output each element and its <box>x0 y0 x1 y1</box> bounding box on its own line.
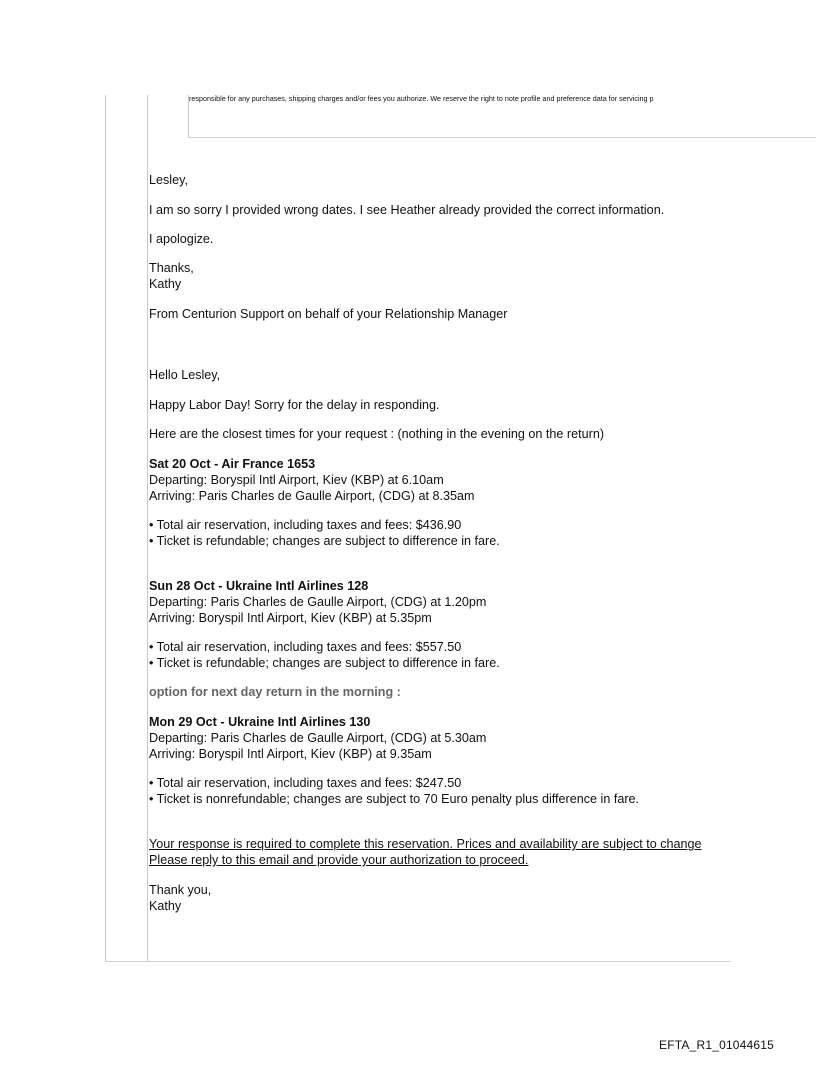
apology-body: I am so sorry I provided wrong dates. I see Heather already provided the correct information. <box>149 203 665 217</box>
flight-policy: • Ticket is refundable; changes are subject to difference in fare. <box>149 656 500 670</box>
next-day-option: option for next day return in the morning : <box>149 685 401 699</box>
greeting-1: Lesley, <box>149 173 188 187</box>
apology-line: I apologize. <box>149 232 214 246</box>
flight-policy: • Ticket is refundable; changes are subject to difference in fare. <box>149 534 500 548</box>
flight-departing: Departing: Boryspil Intl Airport, Kiev (KBP) at 6.10am <box>149 473 444 487</box>
flight-total: • Total air reservation, including taxes and fees: $436.90 <box>149 518 462 532</box>
quote-box-bottom <box>188 137 816 138</box>
outer-quote-border <box>105 95 106 961</box>
request-note: Here are the closest times for your request : (nothing in the evening on the return) <box>149 427 605 441</box>
response-required: Your response is required to complete this reservation. Prices and availability are subject to change <box>149 837 702 851</box>
document-id: EFTA_R1_01044615 <box>659 1038 775 1052</box>
flight-total: • Total air reservation, including taxes and fees: $247.50 <box>149 776 462 790</box>
message-bottom-border <box>105 961 731 962</box>
flight-departing: Departing: Paris Charles de Gaulle Airport, (CDG) at 1.20pm <box>149 595 487 609</box>
flight-title: Sun 28 Oct - Ukraine Intl Airlines 128 <box>149 579 369 593</box>
flight-total: • Total air reservation, including taxes and fees: $557.50 <box>149 640 462 654</box>
flight-arriving: Arriving: Paris Charles de Gaulle Airport, (CDG) at 8.35am <box>149 489 475 503</box>
flight-title: Mon 29 Oct - Ukraine Intl Airlines 130 <box>149 715 371 729</box>
email-body <box>149 172 814 914</box>
flight-arriving: Arriving: Boryspil Intl Airport, Kiev (KBP) at 5.35pm <box>149 611 432 625</box>
flight-title: Sat 20 Oct - Air France 1653 <box>149 457 316 471</box>
signoff-2: Thank you, <box>149 883 212 897</box>
intro-line: Happy Labor Day! Sorry for the delay in responding. <box>149 398 440 412</box>
signoff-1: Thanks, <box>149 261 194 275</box>
signer-2: Kathy <box>149 899 182 913</box>
signer-1: Kathy <box>149 277 182 291</box>
greeting-2: Hello Lesley, <box>149 368 221 382</box>
quoted-disclaimer: responsible for any purchases, shipping charges and/or fees you authorize. We reserve the right to note profile and preference data for servicing p <box>189 94 654 103</box>
flight-arriving: Arriving: Boryspil Intl Airport, Kiev (KBP) at 9.35am <box>149 747 432 761</box>
flight-departing: Departing: Paris Charles de Gaulle Airport, (CDG) at 5.30am <box>149 731 487 745</box>
reply-request: Please reply to this email and provide your authorization to proceed. <box>149 853 529 867</box>
inner-quote-border-outer <box>147 95 148 961</box>
from-line: From Centurion Support on behalf of your Relationship Manager <box>149 307 508 321</box>
flight-policy: • Ticket is nonrefundable; changes are subject to 70 Euro penalty plus difference in fare. <box>149 792 640 806</box>
